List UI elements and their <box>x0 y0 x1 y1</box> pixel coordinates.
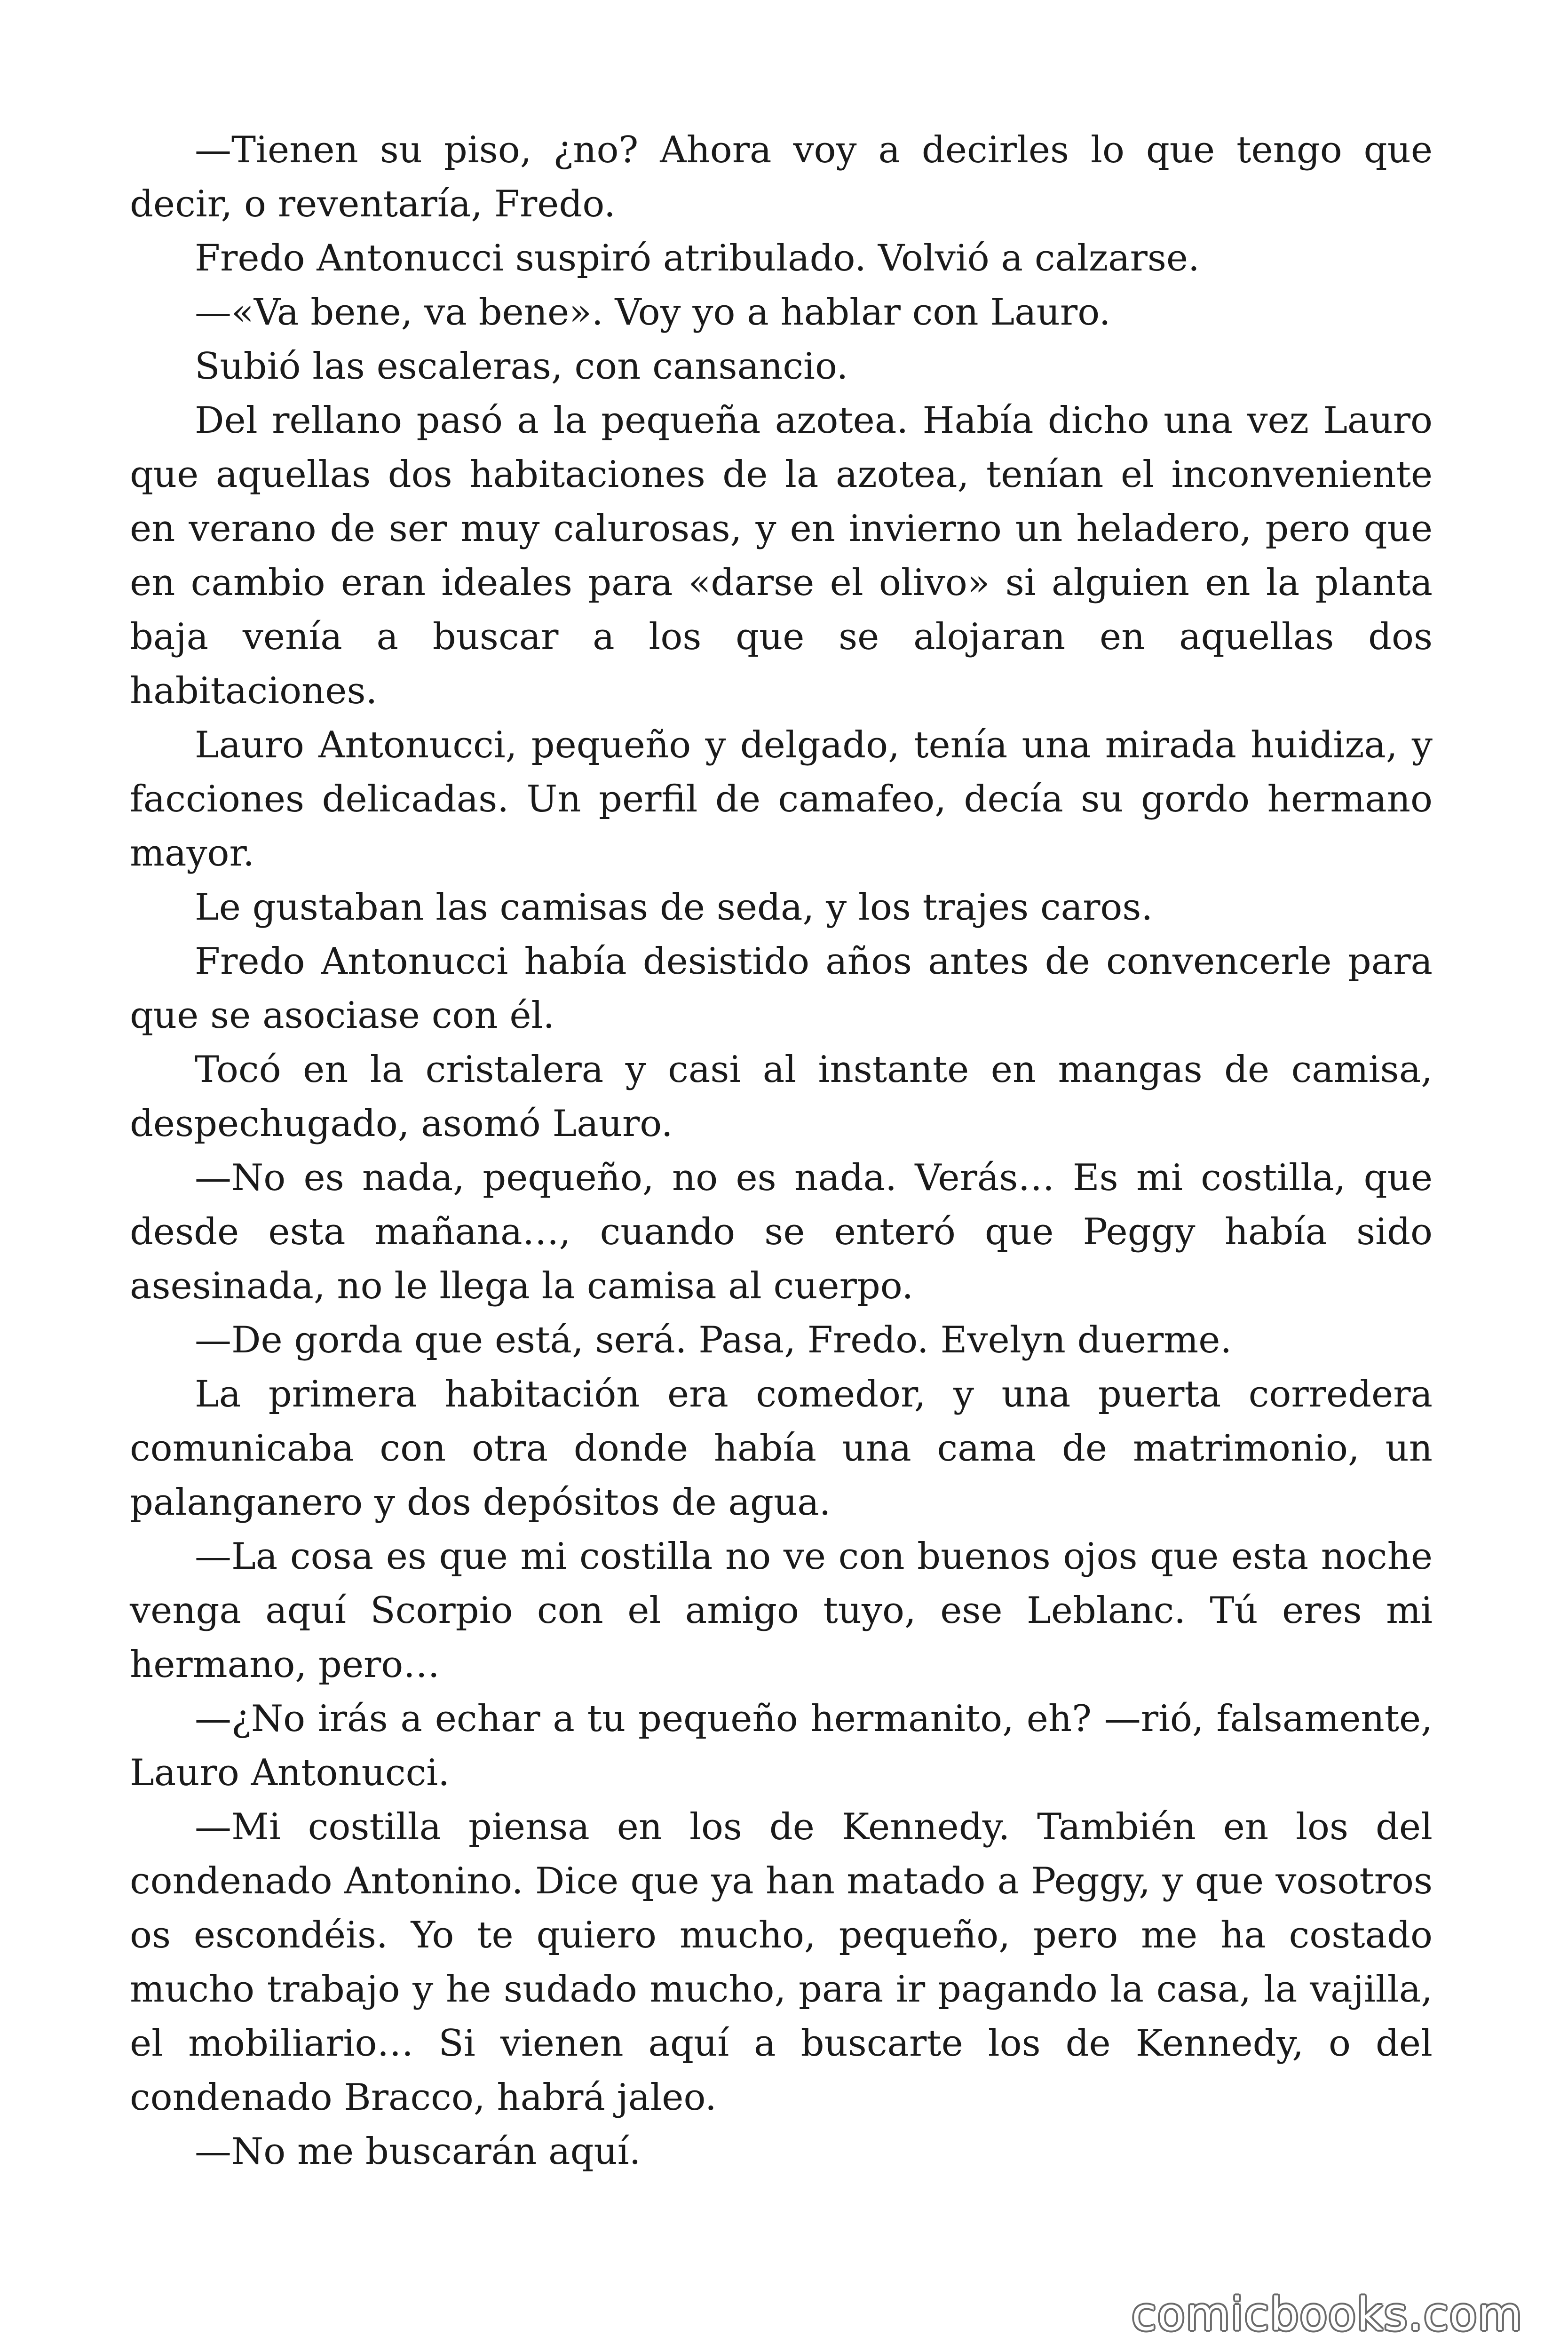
paragraph: —«Va bene, va bene». Voy yo a hablar con Lauro. <box>195 291 1111 334</box>
paragraph: —De gorda que está, será. Pasa, Fredo. Evelyn duerme. <box>195 1319 1232 1361</box>
paragraph: La primera habitación era comedor, y una puerta corredera comunicaba con otra donde había una cama de matrimonio, un palanganero y dos depósitos de agua. <box>130 1373 1433 1524</box>
paragraph: —La cosa es que mi costilla no ve con buenos ojos que esta noche venga aquí Scorpio con el amigo tuyo, ese Leblanc. Tú eres mi hermano, pero… <box>130 1535 1433 1686</box>
paragraph: Lauro Antonucci, pequeño y delgado, tenía una mirada huidiza, y facciones delicadas. Un perfil de camafeo, decía su gordo hermano mayor. <box>130 724 1433 874</box>
paragraph: —No me buscarán aquí. <box>195 2130 641 2173</box>
paragraph: Fredo Antonucci suspiró atribulado. Volvió a calzarse. <box>195 237 1200 279</box>
paragraph: Del rellano pasó a la pequeña azotea. Había dicho una vez Lauro que aquellas dos habitaciones de la azotea, tenían el inconveniente en verano de ser muy calurosas, y en invierno un heladero, pero que en cambio eran ideales para «darse el olivo» si alguien en la planta baja venía a buscar a los que se alojaran en aquellas dos habitaciones. <box>130 399 1433 712</box>
paragraph: Tocó en la cristalera y casi al instante en mangas de camisa, despechugado, asomó Lauro. <box>130 1049 1433 1145</box>
paragraph: Subió las escaleras, con cansancio. <box>195 345 848 388</box>
body-text <box>130 123 1433 2179</box>
paragraph: Fredo Antonucci había desistido años antes de convencerle para que se asociase con él. <box>130 940 1433 1037</box>
paragraph: —No es nada, pequeño, no es nada. Verás… Es mi costilla, que desde esta mañana…, cuando se enteró que Peggy había sido asesinada, no le llega la camisa al cuerpo. <box>130 1157 1433 1307</box>
paragraph: —Mi costilla piensa en los de Kennedy. También en los del condenado Antonino. Dice que ya han matado a Peggy, y que vosotros os escondéis. Yo te quiero mucho, pequeño, pero me ha costado mucho trabajo y he sudado mucho, para ir pagando la casa, la vajilla, el mobiliario… Si vienen aquí a buscarte los de Kennedy, o del condenado Bracco, habrá jaleo. <box>130 1806 1433 2119</box>
paragraph: —¿No irás a echar a tu pequeño hermanito, eh? —rió, falsamente, Lauro Antonucci. <box>130 1698 1433 1794</box>
watermark: comicbooks.com <box>1131 2288 1523 2341</box>
paragraph: Le gustaban las camisas de seda, y los trajes caros. <box>195 886 1153 929</box>
paragraph: —Tienen su piso, ¿no? Ahora voy a decirles lo que tengo que decir, o reventaría, Fredo. <box>130 129 1433 225</box>
